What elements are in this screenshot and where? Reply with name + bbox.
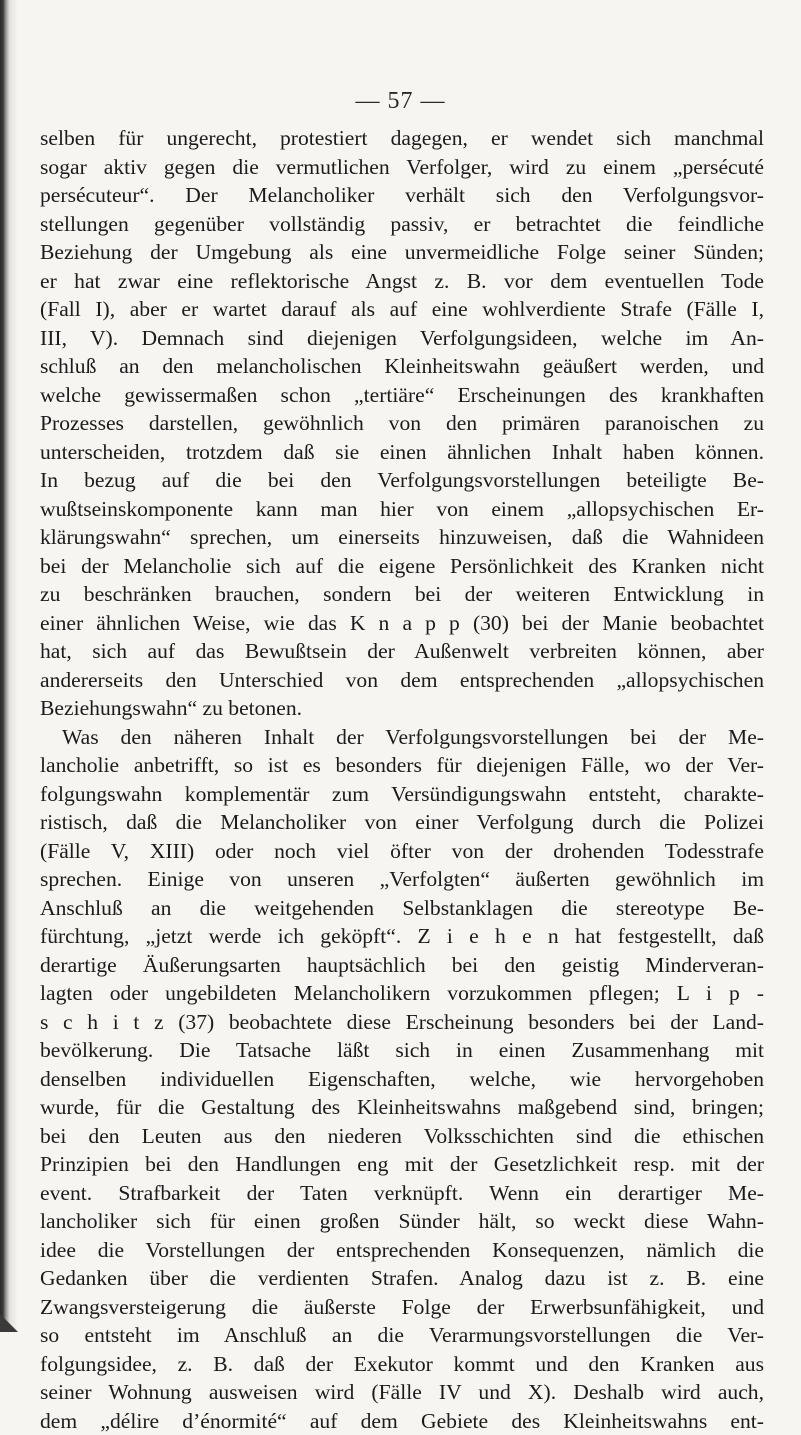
text-line: bei der Melancholie sich auf die eigene Persönlichkeit des Kranken nicht xyxy=(40,552,764,581)
text-line: sogar aktiv gegen die vermutlichen Verfolger, wird zu einem „persécuté xyxy=(40,153,764,182)
text-line: andererseits den Unterschied von dem entsprechenden „allopsychischen xyxy=(40,666,764,695)
text-line: Prozesses darstellen, gewöhnlich von den primären paranoischen zu xyxy=(40,409,764,438)
text-line: selben für ungerecht, protestiert dagegen, er wendet sich manchmal xyxy=(40,124,764,153)
text-line: sprechen. Einige von unseren „Verfolgten“ äußerten gewöhnlich im xyxy=(40,865,764,894)
text-line: einer ähnlichen Weise, wie das K n a p p (30) bei der Manie beobachtet xyxy=(40,609,764,638)
text-line-paragraph-start: Was den näheren Inhalt der Verfolgungsvorstellungen bei der Me- xyxy=(40,723,764,752)
text-line: hat, sich auf das Bewußtsein der Außenwelt verbreiten können, aber xyxy=(40,637,764,666)
text-line: Beziehung der Umgebung als eine unvermeidliche Folge seiner Sünden; xyxy=(40,238,764,267)
text-line: In bezug auf die bei den Verfolgungsvorstellungen beteiligte Be- xyxy=(40,466,764,495)
text-line: (Fälle V, XIII) oder noch viel öfter von der drohenden Todesstrafe xyxy=(40,837,764,866)
text-line: lancholiker sich für einen großen Sünder hält, so weckt diese Wahn- xyxy=(40,1207,764,1236)
text-line: er hat zwar eine reflektorische Angst z. B. vor dem eventuellen Tode xyxy=(40,267,764,296)
binding-shadow xyxy=(10,0,18,1332)
text-line: zu beschränken brauchen, sondern bei der weiteren Entwicklung in xyxy=(40,580,764,609)
text-line: Gedanken über die verdienten Strafen. Analog dazu ist z. B. eine xyxy=(40,1264,764,1293)
text-line: III, V). Demnach sind diejenigen Verfolgungsideen, welche im An- xyxy=(40,324,764,353)
text-line: ristisch, daß die Melancholiker von einer Verfolgung durch die Polizei xyxy=(40,808,764,837)
text-line: klärungswahn“ sprechen, um einerseits hinzuweisen, daß die Wahnideen xyxy=(40,523,764,552)
page-corner-mark xyxy=(0,1314,18,1332)
text-line: derartige Äußerungsarten hauptsächlich bei den geistig Minderveran- xyxy=(40,951,764,980)
text-line: Anschluß an die weitgehenden Selbstanklagen die stereotype Be- xyxy=(40,894,764,923)
text-line: persécuteur“. Der Melancholiker verhält sich den Verfolgungsvor- xyxy=(40,181,764,210)
text-line: s c h i t z (37) beobachtete diese Erscheinung besonders bei der Land- xyxy=(40,1008,764,1037)
text-line: denselben individuellen Eigenschaften, welche, wie hervorgehoben xyxy=(40,1065,764,1094)
text-line: idee die Vorstellungen der entsprechenden Konsequenzen, nämlich die xyxy=(40,1236,764,1265)
text-line: dem „délire d’énormité“ auf dem Gebiete des Kleinheitswahns ent- xyxy=(40,1407,764,1435)
text-line: Zwangsversteigerung die äußerste Folge der Erwerbsunfähigkeit, und xyxy=(40,1293,764,1322)
text-line: lancholie anbetrifft, so ist es besonders für diejenigen Fälle, wo der Ver- xyxy=(40,751,764,780)
text-line: lagten oder ungebildeten Melancholikern vorzukommen pflegen; L i p - xyxy=(40,979,764,1008)
text-line: wurde, für die Gestaltung des Kleinheitswahns maßgebend sind, bringen; xyxy=(40,1093,764,1122)
text-line-paragraph-end: Beziehungswahn“ zu betonen. xyxy=(40,694,764,723)
text-line: bei den Leuten aus den niederen Volksschichten sind die ethischen xyxy=(40,1122,764,1151)
text-line: fürchtung, „jetzt werde ich geköpft“. Z i e h e n hat festgestellt, daß xyxy=(40,922,764,951)
text-line: stellungen gegenüber vollständig passiv, er betrachtet die feindliche xyxy=(40,210,764,239)
text-line: folgungswahn komplementär zum Versündigungswahn entsteht, charakte- xyxy=(40,780,764,809)
text-line: wußtseinskomponente kann man hier von einem „allopsychischen Er- xyxy=(40,495,764,524)
text-line: schluß an den melancholischen Kleinheitswahn geäußert werden, und xyxy=(40,352,764,381)
body-text xyxy=(40,124,764,1435)
text-line: event. Strafbarkeit der Taten verknüpft. Wenn ein derartiger Me- xyxy=(40,1179,764,1208)
text-line: welche gewissermaßen schon „tertiäre“ Erscheinungen des krankhaften xyxy=(40,381,764,410)
text-line: Prinzipien bei den Handlungen eng mit der Gesetzlichkeit resp. mit der xyxy=(40,1150,764,1179)
text-line: (Fall I), aber er wartet darauf als auf eine wohlverdiente Strafe (Fälle I, xyxy=(40,295,764,324)
page-number: — 57 — xyxy=(0,88,801,115)
text-line: folgungsidee, z. B. daß der Exekutor kommt und den Kranken aus xyxy=(40,1350,764,1379)
text-line: unterscheiden, trotzdem daß sie einen ähnlichen Inhalt haben können. xyxy=(40,438,764,467)
book-binding-edge xyxy=(0,0,10,1332)
text-line: so entsteht im Anschluß an die Verarmungsvorstellungen die Ver- xyxy=(40,1321,764,1350)
text-line: seiner Wohnung ausweisen wird (Fälle IV und X). Deshalb wird auch, xyxy=(40,1378,764,1407)
text-line: bevölkerung. Die Tatsache läßt sich in einen Zusammenhang mit xyxy=(40,1036,764,1065)
